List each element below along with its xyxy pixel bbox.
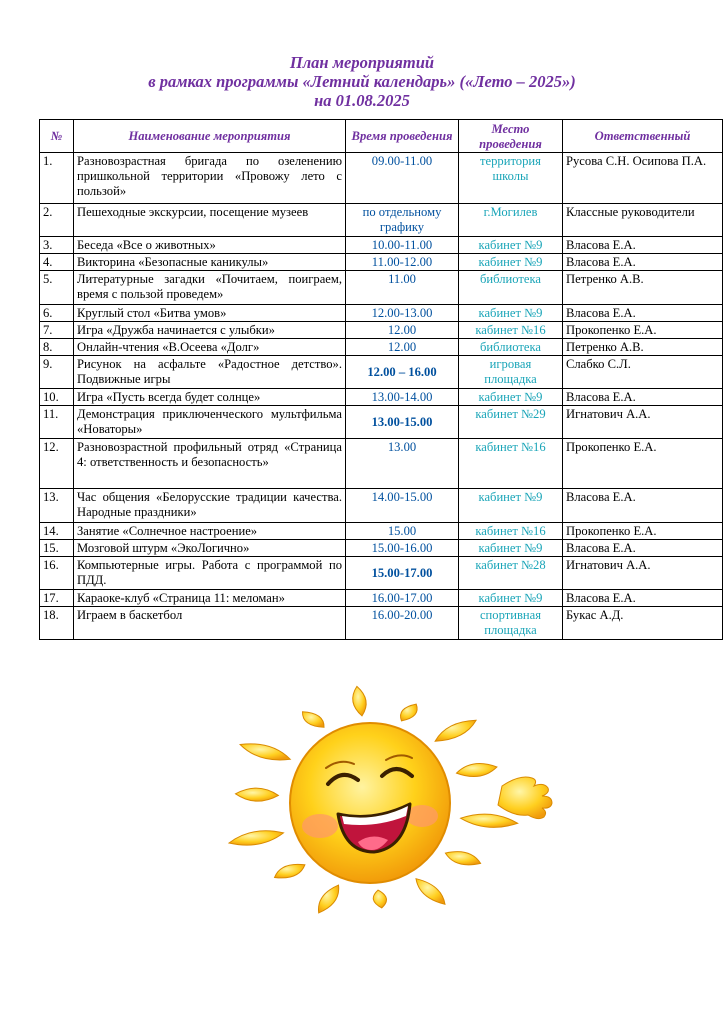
sun-ray — [461, 814, 518, 827]
table-row — [40, 339, 723, 356]
event-responsible: Игнатович А.А. — [563, 557, 723, 590]
event-name: Беседа «Все о животных» — [74, 237, 346, 254]
event-place: кабинет №16 — [459, 523, 563, 540]
row-number: 15. — [40, 540, 74, 557]
event-name: Караоке-клуб «Страница 11: меломан» — [74, 590, 346, 607]
page-title — [0, 53, 724, 110]
event-place: кабинет №16 — [459, 322, 563, 339]
row-number: 11. — [40, 406, 74, 439]
sun-ray — [445, 852, 480, 865]
event-responsible: Власова Е.А. — [563, 590, 723, 607]
row-number: 14. — [40, 523, 74, 540]
event-name: Рисунок на асфальте «Радостное детство». Подвижные игры — [74, 356, 346, 389]
event-place: кабинет №9 — [459, 254, 563, 271]
table-row — [40, 322, 723, 339]
table-row — [40, 406, 723, 439]
event-place: территория школы — [459, 153, 563, 204]
event-place: кабинет №28 — [459, 557, 563, 590]
table-row — [40, 305, 723, 322]
event-time: 15.00 — [346, 523, 459, 540]
sun-ray — [416, 879, 445, 905]
event-name: Онлайн-чтения «В.Осеева «Долг» — [74, 339, 346, 356]
event-place: библиотека — [459, 271, 563, 305]
event-place: кабинет №9 — [459, 305, 563, 322]
event-time: 09.00-11.00 — [346, 153, 459, 204]
event-name: Разновозрастная бригада по озеленению пришкольной территории «Провожу лето с пользой» — [74, 153, 346, 204]
table-row — [40, 523, 723, 540]
event-place: кабинет №9 — [459, 540, 563, 557]
event-time: 16.00-20.00 — [346, 607, 459, 640]
table-row — [40, 489, 723, 523]
row-number: 12. — [40, 439, 74, 489]
sun-ray — [435, 720, 476, 741]
event-responsible: Прокопенко Е.А. — [563, 523, 723, 540]
event-place: кабинет №9 — [459, 489, 563, 523]
sun-ray — [318, 885, 338, 913]
event-place: кабинет №29 — [459, 406, 563, 439]
event-name: Мозговой штурм «ЭкоЛогично» — [74, 540, 346, 557]
table-row — [40, 356, 723, 389]
table-row — [40, 153, 723, 204]
table-row — [40, 540, 723, 557]
row-number: 3. — [40, 237, 74, 254]
event-time: 12.00-13.00 — [346, 305, 459, 322]
header-time: Время проведения — [346, 120, 459, 153]
events-table — [39, 119, 723, 640]
row-number: 17. — [40, 590, 74, 607]
event-name: Занятие «Солнечное настроение» — [74, 523, 346, 540]
event-responsible: Власова Е.А. — [563, 305, 723, 322]
table-row — [40, 607, 723, 640]
event-place: кабинет №9 — [459, 237, 563, 254]
event-time: 12.00 — [346, 322, 459, 339]
event-time: 15.00-17.00 — [346, 557, 459, 590]
sun-ray — [373, 890, 386, 908]
row-number: 8. — [40, 339, 74, 356]
event-place: библиотека — [459, 339, 563, 356]
row-number: 2. — [40, 204, 74, 237]
table-header-row — [40, 120, 723, 153]
event-place: кабинет №9 — [459, 590, 563, 607]
title-line-2: в рамках программы «Летний календарь» («Лето – 2025») — [148, 72, 576, 91]
event-time: 11.00-12.00 — [346, 254, 459, 271]
header-resp: Ответственный — [563, 120, 723, 153]
event-name: Круглый стол «Битва умов» — [74, 305, 346, 322]
event-responsible: Власова Е.А. — [563, 254, 723, 271]
table-row — [40, 271, 723, 305]
row-number: 7. — [40, 322, 74, 339]
row-number: 1. — [40, 153, 74, 204]
table-row — [40, 557, 723, 590]
row-number: 5. — [40, 271, 74, 305]
event-responsible: Власова Е.А. — [563, 540, 723, 557]
event-responsible: Петренко А.В. — [563, 271, 723, 305]
event-responsible: Игнатович А.А. — [563, 406, 723, 439]
event-time: 13.00-14.00 — [346, 389, 459, 406]
sun-ray — [229, 831, 284, 845]
table-row — [40, 439, 723, 489]
event-responsible: Власова Е.А. — [563, 237, 723, 254]
sun-ray — [236, 788, 279, 801]
event-responsible: Власова Е.А. — [563, 489, 723, 523]
event-place: кабинет №16 — [459, 439, 563, 489]
table-row — [40, 204, 723, 237]
event-time: 13.00 — [346, 439, 459, 489]
header-place: Место проведения — [459, 120, 563, 153]
event-name: Игра «Дружба начинается с улыбки» — [74, 322, 346, 339]
event-responsible: Прокопенко Е.А. — [563, 322, 723, 339]
row-number: 16. — [40, 557, 74, 590]
sun-ray — [353, 686, 366, 716]
event-place: спортивная площадка — [459, 607, 563, 640]
sun-ray — [401, 704, 418, 721]
table-row — [40, 590, 723, 607]
event-place: г.Могилев — [459, 204, 563, 237]
table-body — [40, 153, 723, 640]
title-line-1: План мероприятий — [289, 53, 435, 72]
sun-ray — [302, 712, 324, 728]
event-name: Разновозрастной профильный отряд «Страница 4: ответственность и безопасность» — [74, 439, 346, 489]
event-name: Час общения «Белорусские традиции качества. Народные праздники» — [74, 489, 346, 523]
event-time: 12.00 – 16.00 — [346, 356, 459, 389]
smiling-sun-icon — [160, 666, 580, 936]
table-row — [40, 254, 723, 271]
event-name: Играем в баскетбол — [74, 607, 346, 640]
event-time: 12.00 — [346, 339, 459, 356]
table-row — [40, 389, 723, 406]
event-name: Викторина «Безопасные каникулы» — [74, 254, 346, 271]
event-name: Литературные загадки «Почитаем, поиграем, время с пользой проведем» — [74, 271, 346, 305]
event-responsible: Петренко А.В. — [563, 339, 723, 356]
row-number: 18. — [40, 607, 74, 640]
row-number: 13. — [40, 489, 74, 523]
row-number: 4. — [40, 254, 74, 271]
event-time: 16.00-17.00 — [346, 590, 459, 607]
event-responsible: Слабко С.Л. — [563, 356, 723, 389]
event-time: 15.00-16.00 — [346, 540, 459, 557]
event-responsible: Классные руководители — [563, 204, 723, 237]
event-name: Игра «Пусть всегда будет солнце» — [74, 389, 346, 406]
header-num: № — [40, 120, 74, 153]
table-row — [40, 237, 723, 254]
event-place: кабинет №9 — [459, 389, 563, 406]
header-name: Наименование мероприятия — [74, 120, 346, 153]
row-number: 6. — [40, 305, 74, 322]
row-number: 10. — [40, 389, 74, 406]
row-number: 9. — [40, 356, 74, 389]
event-responsible: Букас А.Д. — [563, 607, 723, 640]
event-name: Компьютерные игры. Работа с программой по ПДД. — [74, 557, 346, 590]
event-time: 11.00 — [346, 271, 459, 305]
sun-ray — [457, 764, 497, 777]
event-name: Демонстрация приключенческого мультфильма «Новаторы» — [74, 406, 346, 439]
event-responsible: Русова С.Н. Осипова П.А. — [563, 153, 723, 204]
sun-ray — [275, 864, 305, 878]
title-line-3: на 01.08.2025 — [314, 91, 410, 110]
event-time: по отдельному графику — [346, 204, 459, 237]
event-place: игровая площадка — [459, 356, 563, 389]
sun-ray — [240, 744, 290, 760]
event-time: 10.00-11.00 — [346, 237, 459, 254]
event-responsible: Власова Е.А. — [563, 389, 723, 406]
event-responsible: Прокопенко Е.А. — [563, 439, 723, 489]
event-name: Пешеходные экскурсии, посещение музеев — [74, 204, 346, 237]
event-time: 14.00-15.00 — [346, 489, 459, 523]
event-time: 13.00-15.00 — [346, 406, 459, 439]
